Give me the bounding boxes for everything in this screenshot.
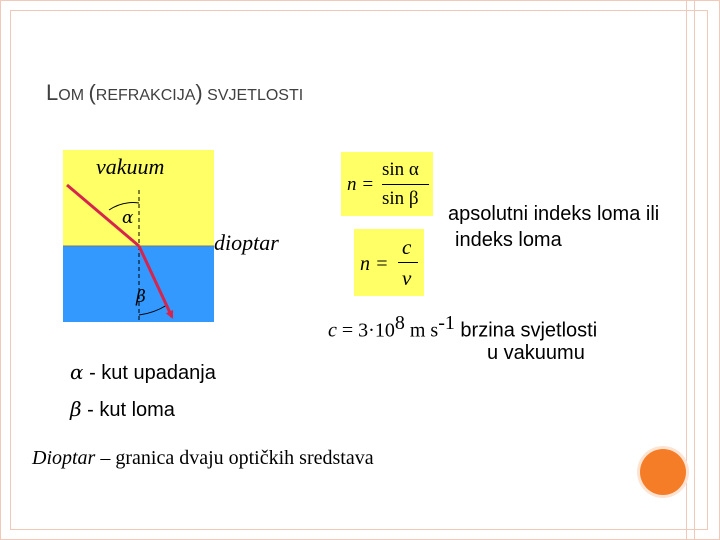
legend-beta-text: - kut loma (81, 399, 175, 421)
speed-unit-exponent: -1 (438, 312, 455, 334)
snell-formula (341, 152, 433, 216)
legend-alpha-symbol: α (70, 360, 84, 384)
speed-description-line2: u vakuumu (487, 342, 585, 364)
formula1-numerator: sin α (382, 159, 419, 180)
speed-of-light (328, 312, 597, 343)
title-svjetlosti: SVJETLOSTI (202, 87, 304, 104)
decorative-circle (640, 449, 686, 495)
beta-angle-label: β (136, 287, 146, 307)
legend-alpha (70, 360, 216, 385)
definition-term: Dioptar (32, 447, 96, 469)
fraction-bar (382, 184, 429, 185)
formula2-numerator: c (402, 235, 412, 259)
dioptar-definition (32, 447, 374, 470)
formula1-denominator: sin β (382, 188, 419, 209)
decorative-line (686, 0, 687, 540)
decorative-line (694, 0, 695, 540)
alpha-angle-label: α (122, 208, 134, 228)
legend-beta-symbol: β (70, 397, 82, 421)
speed-ratio-formula (354, 229, 424, 296)
slide-title (46, 80, 303, 106)
index-note-line2: indeks loma (455, 229, 562, 251)
formula2-lhs: n = (360, 253, 389, 275)
speed-unit: m s (404, 319, 439, 342)
formula2-denominator: v (402, 266, 412, 290)
legend-alpha-text: - kut upadanja (83, 362, 216, 384)
dioptar-label: dioptar (214, 230, 279, 255)
vacuum-label: vakuum (96, 154, 165, 179)
speed-description: brzina svjetlosti (454, 319, 598, 342)
definition-text: – granica dvaju optičkih sredstava (95, 447, 374, 469)
index-note-line1: apsolutni indeks loma ili (448, 203, 660, 225)
title-refrakcija: REFRAKCIJA (95, 87, 196, 104)
speed-exponent: 8 (394, 312, 405, 334)
title-paren-close: ) (195, 80, 203, 105)
title-initial: L (46, 80, 59, 105)
fraction-bar (398, 262, 418, 263)
formula1-lhs: n = (347, 174, 375, 195)
speed-value: = 3·10 (336, 319, 395, 342)
title-om: OM (58, 87, 89, 104)
title-paren-open: ( (88, 80, 96, 105)
speed-c-symbol: c (328, 319, 337, 342)
legend-beta (70, 397, 175, 422)
